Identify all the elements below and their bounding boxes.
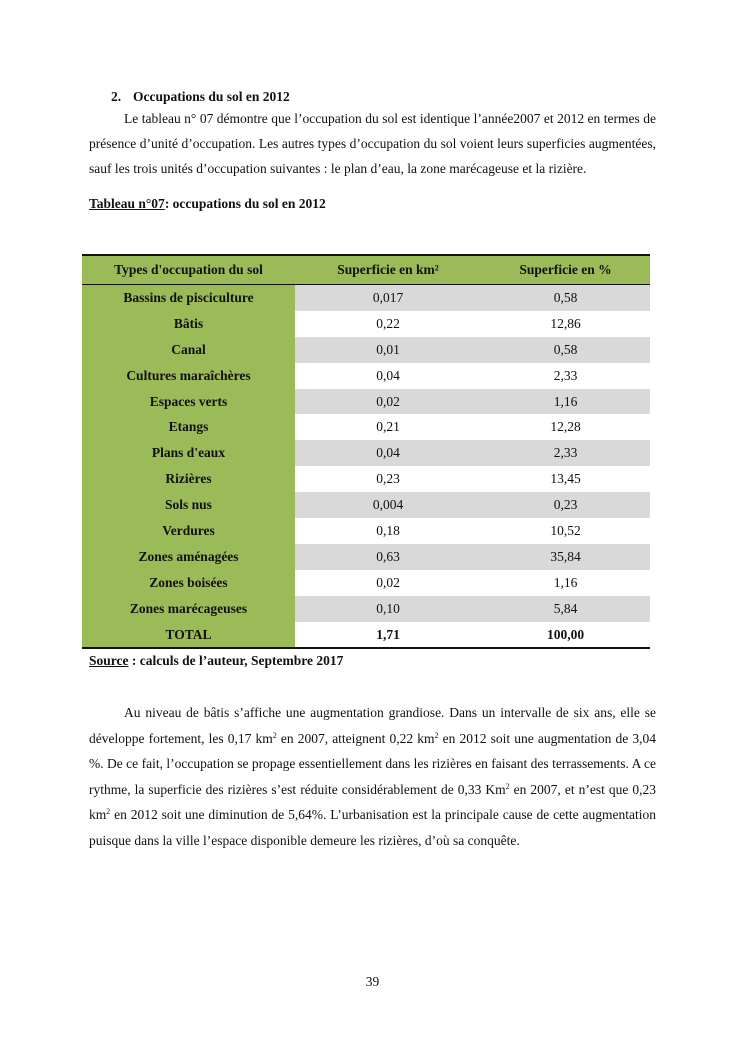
row-type: Verdures [82,518,295,544]
row-km2: 0,04 [295,363,481,389]
row-km2: 0,04 [295,440,481,466]
table-row [82,518,650,544]
row-type: Zones boisées [82,570,295,596]
row-km2: 0,02 [295,389,481,415]
row-pct: 13,45 [481,466,650,492]
table-row [82,414,650,440]
row-pct: 12,86 [481,311,650,337]
table-caption-label: Tableau n°07 [89,196,165,211]
superscript-2: 2 [272,730,277,740]
row-pct: 5,84 [481,596,650,622]
header-km2: Superficie en km² [295,255,481,285]
row-pct: 2,33 [481,363,650,389]
table-total-row [82,622,650,649]
row-pct: 0,23 [481,492,650,518]
table-row [82,440,650,466]
row-type: Zones aménagées [82,544,295,570]
occupation-table [82,254,650,649]
table-row [82,570,650,596]
table-source [89,652,343,670]
section-title: Occupations du sol en 2012 [133,89,290,104]
page-content [89,88,656,213]
table-row [82,544,650,570]
row-pct: 35,84 [481,544,650,570]
row-pct: 2,33 [481,440,650,466]
superscript-2: 2 [434,730,439,740]
table-row [82,466,650,492]
row-km2: 0,63 [295,544,481,570]
table-caption [89,195,656,213]
total-pct: 100,00 [481,622,650,649]
analysis-text-2: en 2007, atteignent 0,22 km [276,730,435,746]
analysis-text-1: Au niveau de bâtis s’affiche une augmentation grandiose. Dans un intervalle de six ans, elle se développe fortement, les 0,17 km [89,705,656,746]
page-number: 39 [365,974,380,989]
row-type: Plans d'eaux [82,440,295,466]
table-row [82,363,650,389]
table-row [82,596,650,622]
total-label: TOTAL [82,622,295,649]
header-type: Types d'occupation du sol [82,255,295,285]
row-type: Canal [82,337,295,363]
row-pct: 1,16 [481,570,650,596]
row-km2: 0,18 [295,518,481,544]
row-km2: 0,017 [295,285,481,311]
row-km2: 0,01 [295,337,481,363]
table-row [82,311,650,337]
row-type: Sols nus [82,492,295,518]
table-row [82,337,650,363]
superscript-2: 2 [106,807,111,816]
row-pct: 0,58 [481,285,650,311]
table-row [82,492,650,518]
row-pct: 1,16 [481,389,650,415]
row-km2: 0,10 [295,596,481,622]
analysis-paragraph [89,700,656,853]
row-pct: 0,58 [481,337,650,363]
row-km2: 0,004 [295,492,481,518]
row-type: Rizières [82,466,295,492]
row-type: Bassins de pisciculture [82,285,295,311]
intro-paragraph: Le tableau n° 07 démontre que l’occupation du sol est identique l’année2007 et 2012 en termes de présence d’unité d’occupation. Les autres types d’occupation du sol voient leurs superficies augmentées, sauf les trois unités d’occupation suivantes : le plan d’eau, la zone marécageuse et la rizière. [89,111,656,176]
analysis-text-3: en 2012 soit une augmentation de 3,04 %. De ce fait, l’occupation se propage essentiellement dans les rizières en faisant des terrassements. A ce rythme, la superficie des rizières s’est réduite considérablement de 0,33 Km [89,730,656,797]
row-km2: 0,23 [295,466,481,492]
table-row [82,389,650,415]
row-type: Etangs [82,414,295,440]
analysis-text-5: en 2012 soit une diminution de 5,64%. L’urbanisation est la principale cause de cette augmentation puisque dans la ville l’espace disponible demeure les rizières, d’où sa conquête. [89,807,656,848]
analysis-text-4: en 2007, et n’est que 0,23 km [89,781,657,822]
analysis-section [89,700,656,853]
row-km2: 0,21 [295,414,481,440]
row-km2: 0,22 [295,311,481,337]
table-row [82,285,650,311]
row-type: Zones marécageuses [82,596,295,622]
table-header-row [82,255,650,285]
header-pct: Superficie en % [481,255,650,285]
source-text: : calculs de l’auteur, Septembre 2017 [128,653,344,668]
row-pct: 12,28 [481,414,650,440]
source-label: Source [89,653,129,668]
section-number: 2. [111,89,122,104]
row-type: Espaces verts [82,389,295,415]
table-caption-text: : occupations du sol en 2012 [164,196,326,211]
section-heading [111,88,656,106]
row-km2: 0,02 [295,570,481,596]
occupation-table-wrapper [82,254,650,649]
row-type: Cultures maraîchères [82,363,295,389]
superscript-2: 2 [505,781,510,791]
row-pct: 10,52 [481,518,650,544]
row-type: Bâtis [82,311,295,337]
total-km2: 1,71 [295,622,481,649]
